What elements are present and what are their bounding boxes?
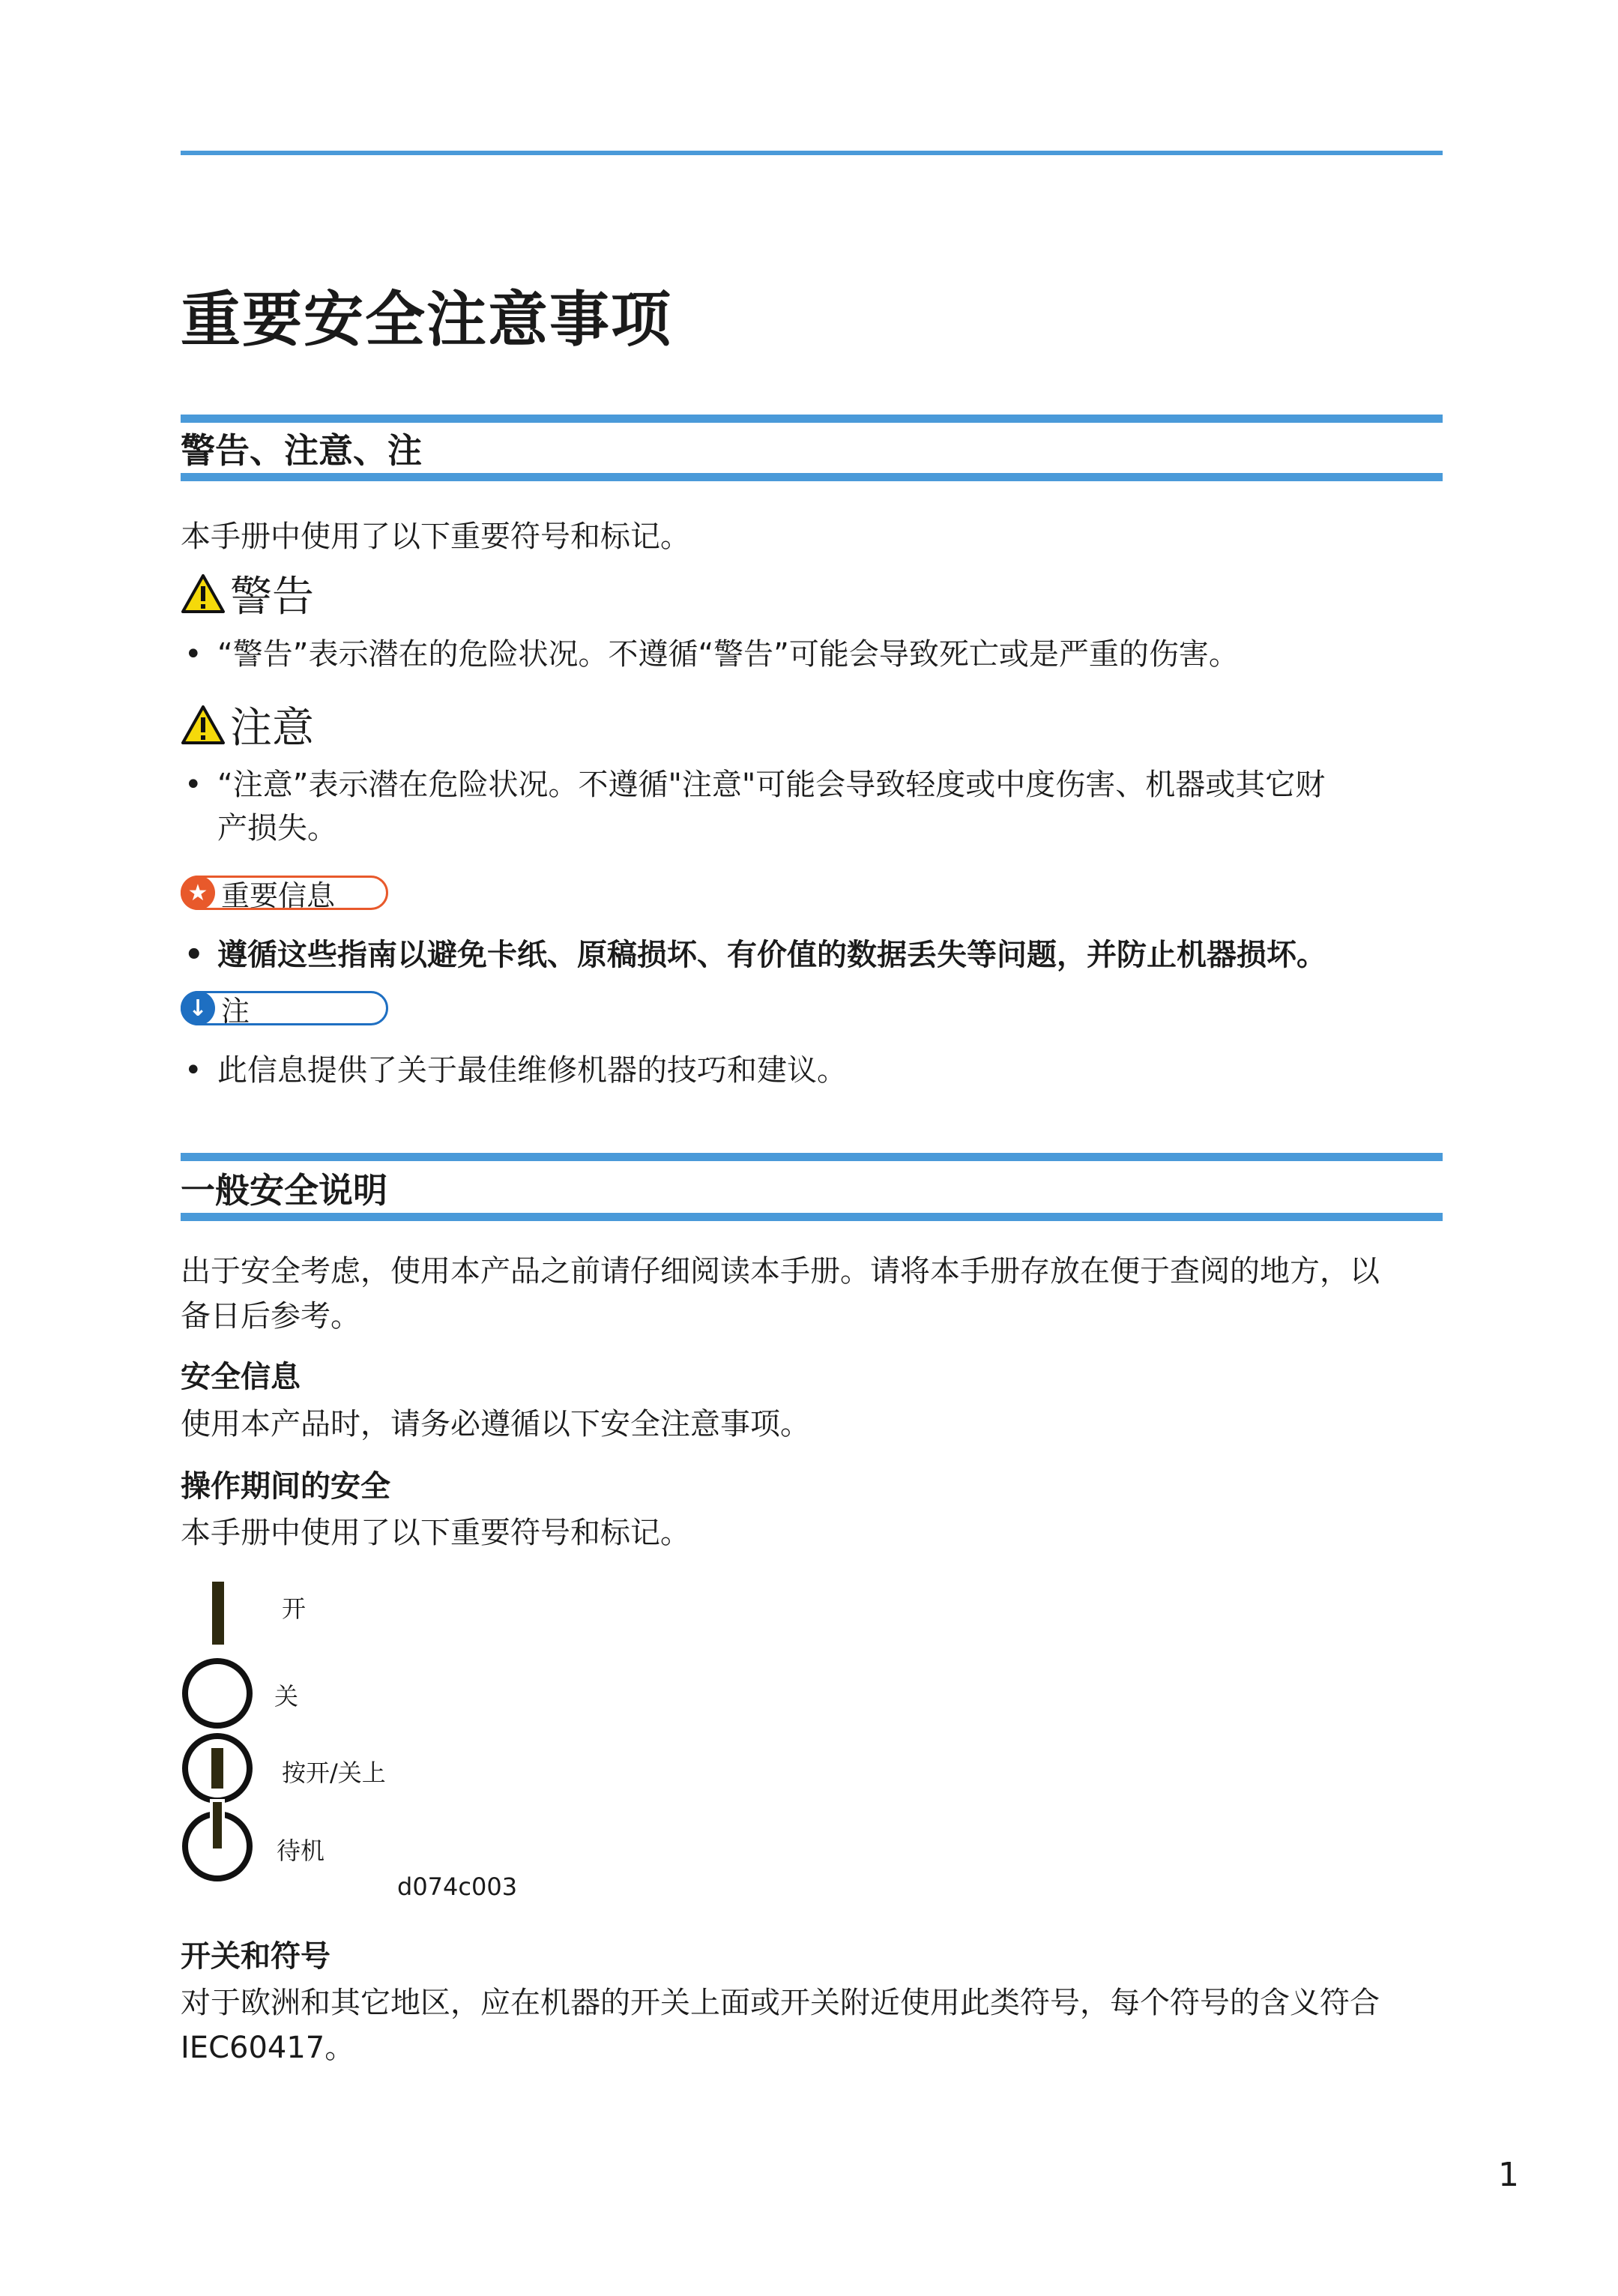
caution-bullet-line1: “注意”表示潜在危险状况。不遵循"注意"可能会导致轻度或中度伤害、机器或其它财 [217, 768, 1326, 802]
arrow-down-icon: ↓ [181, 991, 215, 1025]
warning-triangle-icon [181, 573, 226, 614]
star-icon: ★ [181, 876, 215, 910]
caution-bullet-line2: 产损失。 [217, 811, 337, 846]
power-symbols-figure [181, 1574, 555, 1911]
bullet-dot: • [184, 938, 204, 972]
section2-rule-bottom [181, 1213, 1443, 1221]
section1-rule-bottom [181, 473, 1443, 481]
caution-bullet [184, 763, 1326, 850]
section1-title: 警告、注意、注 [181, 430, 422, 471]
section2-intro-line2: 备日后参考。 [181, 1299, 360, 1334]
operation-heading: 操作期间的安全 [181, 1469, 390, 1504]
caution-triangle-icon [181, 705, 226, 745]
safety-info-heading: 安全信息 [181, 1360, 301, 1394]
warning-heading [181, 564, 314, 624]
figure-id: d074c003 [397, 1872, 518, 1901]
bullet-dot: • [184, 637, 202, 672]
switch-text-line1: 对于欧洲和其它地区，应在机器的开关上面或开关附近使用此类符号，每个符号的含义符合 [181, 1986, 1380, 2020]
warning-heading-label: 警告 [230, 573, 314, 621]
section2-intro [181, 1249, 1380, 1339]
power-toggle-icon [181, 1732, 254, 1805]
page-title: 重要安全注意事项 [181, 285, 672, 355]
important-label: 重要信息 [221, 879, 336, 912]
bullet-dot: • [184, 1053, 202, 1088]
switch-heading: 开关和符号 [181, 1939, 330, 1974]
important-bullet-text: 遵循这些指南以避免卡纸、原稿损坏、有价值的数据丢失等问题，并防止机器损坏。 [217, 938, 1326, 972]
note-bullet [184, 1049, 847, 1092]
bullet-dot: • [184, 768, 202, 802]
section2-intro-line1: 出于安全考虑，使用本产品之前请仔细阅读本手册。请将本手册存放在便于查阅的地方，以 [181, 1254, 1380, 1289]
power-off-icon [181, 1657, 254, 1730]
warning-bullet-text: “警告”表示潜在的危险状况。不遵循“警告”可能会导致死亡或是严重的伤害。 [217, 637, 1239, 672]
top-rule [181, 151, 1443, 155]
switch-text [181, 1980, 1380, 2070]
safety-info-text: 使用本产品时，请务必遵循以下安全注意事项。 [181, 1407, 810, 1441]
note-bullet-text: 此信息提供了关于最佳维修机器的技巧和建议。 [217, 1053, 847, 1088]
power-toggle-label: 按开/关上 [282, 1759, 386, 1787]
section2-rule-top [181, 1153, 1443, 1161]
switch-text-line2: IEC60417。 [181, 2031, 355, 2065]
important-bullet [184, 933, 1326, 977]
note-label: 注 [221, 994, 250, 1028]
section1-rule-top [181, 415, 1443, 423]
page-number: 1 [1498, 2156, 1519, 2194]
operation-text: 本手册中使用了以下重要符号和标记。 [181, 1516, 690, 1550]
standby-label: 待机 [277, 1837, 325, 1865]
caution-heading [181, 695, 314, 755]
important-label-pill [181, 876, 388, 910]
power-on-icon [211, 1580, 226, 1646]
caution-heading-label: 注意 [230, 704, 314, 753]
power-off-label: 关 [274, 1682, 299, 1711]
note-label-pill [181, 991, 388, 1028]
warning-bullet [184, 633, 1239, 676]
standby-icon [181, 1799, 254, 1883]
section1-intro: 本手册中使用了以下重要符号和标记。 [181, 519, 690, 554]
power-on-label: 开 [282, 1594, 307, 1623]
section2-title: 一般安全说明 [181, 1170, 387, 1211]
